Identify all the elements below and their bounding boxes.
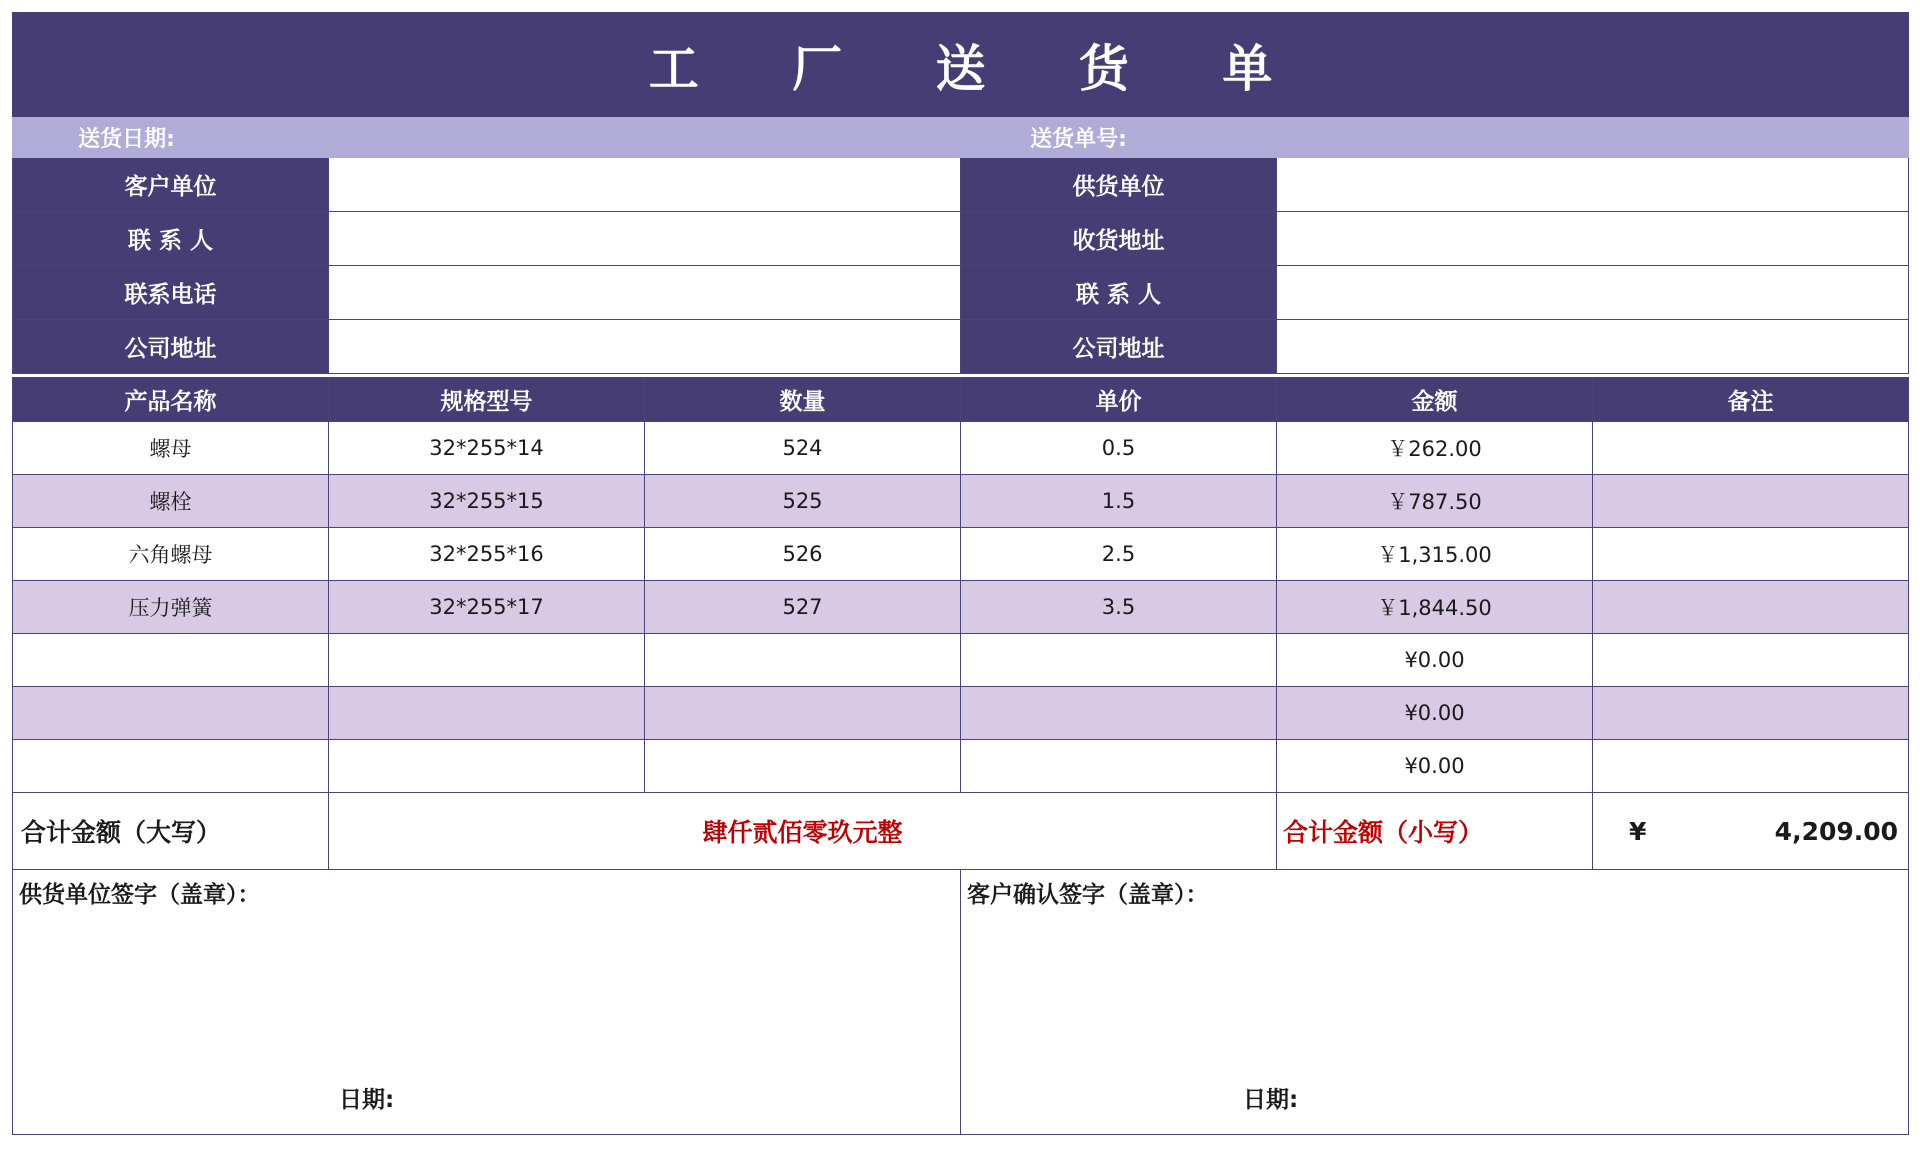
supplier-address-field[interactable] [1277,320,1909,374]
unit-price-cell[interactable] [961,634,1277,687]
amount-cell[interactable]: ￥262.00 [1277,422,1593,475]
delivery-date-cell[interactable] [13,117,961,158]
note-cell[interactable] [1593,581,1909,634]
page-title: 工 厂 送 货 单 [13,13,1909,117]
info-label: 供货单位 [961,158,1277,212]
quantity-cell[interactable] [645,634,961,687]
spec-cell[interactable]: 32*255*16 [329,528,645,581]
table-row [13,634,1909,687]
signature-row [13,870,1909,1135]
note-cell[interactable] [1593,634,1909,687]
info-label: 公司地址 [13,320,329,374]
table-row [13,475,1909,528]
quantity-cell[interactable]: 527 [645,581,961,634]
info-label: 客户单位 [13,158,329,212]
table-row [13,581,1909,634]
quantity-cell[interactable] [645,687,961,740]
total-lower-wrap [1593,817,1908,846]
note-cell[interactable] [1593,687,1909,740]
supplier-date-label: 日期: [339,1087,395,1113]
note-cell[interactable] [1593,422,1909,475]
amount-cell[interactable]: ¥0.00 [1277,740,1593,793]
company-address-field[interactable] [329,320,961,374]
amount-cell[interactable]: ￥787.50 [1277,475,1593,528]
delivery-note-table [12,12,1909,1135]
items-header-row [13,378,1909,422]
product-name-cell[interactable] [13,687,329,740]
supplier-contact-field[interactable] [1277,266,1909,320]
spec-cell[interactable]: 32*255*15 [329,475,645,528]
currency-symbol: ¥ [1629,816,1647,846]
unit-price-cell[interactable]: 3.5 [961,581,1277,634]
delivery-date-label: 送货日期: [78,126,175,152]
product-name-cell[interactable]: 螺栓 [13,475,329,528]
spec-cell[interactable]: 32*255*17 [329,581,645,634]
product-name-cell[interactable]: 螺母 [13,422,329,475]
column-header: 数量 [645,378,961,422]
info-row [13,266,1909,320]
customer-signature-label: 客户确认签字（盖章）： [967,882,1209,908]
total-upper-value[interactable]: 肆仟贰佰零玖元整 [329,793,1277,870]
quantity-cell[interactable] [645,740,961,793]
supplier-signature-label: 供货单位签字（盖章）： [19,882,261,908]
column-header: 单价 [961,378,1277,422]
product-name-cell[interactable]: 压力弹簧 [13,581,329,634]
total-lower-cell[interactable] [1593,793,1909,870]
total-lower-label: 合计金额（小写） [1277,793,1593,870]
product-name-cell[interactable]: 六角螺母 [13,528,329,581]
customer-unit-field[interactable] [329,158,961,212]
supplier-unit-field[interactable] [1277,158,1909,212]
info-label: 收货地址 [961,212,1277,266]
spec-cell[interactable]: 32*255*14 [329,422,645,475]
unit-price-cell[interactable] [961,740,1277,793]
column-header: 金额 [1277,378,1593,422]
total-row [13,793,1909,870]
info-label: 联 系 人 [961,266,1277,320]
delivery-no-label: 送货单号: [1030,126,1127,152]
quantity-cell[interactable]: 526 [645,528,961,581]
amount-cell[interactable]: ¥0.00 [1277,687,1593,740]
column-header: 产品名称 [13,378,329,422]
quantity-cell[interactable]: 524 [645,422,961,475]
delivery-note-sheet [12,12,1908,1135]
info-row [13,212,1909,266]
contact-person-field[interactable] [329,212,961,266]
table-row [13,528,1909,581]
table-row [13,422,1909,475]
product-name-cell[interactable] [13,634,329,687]
note-cell[interactable] [1593,475,1909,528]
delivery-no-cell[interactable] [961,117,1909,158]
date-row [13,117,1909,158]
amount-cell[interactable]: ¥0.00 [1277,634,1593,687]
total-upper-label: 合计金额（大写） [13,793,329,870]
info-label: 公司地址 [961,320,1277,374]
unit-price-cell[interactable] [961,687,1277,740]
note-cell[interactable] [1593,740,1909,793]
spec-cell[interactable] [329,740,645,793]
title-row [13,13,1909,117]
product-name-cell[interactable] [13,740,329,793]
info-label: 联 系 人 [13,212,329,266]
supplier-signature-area[interactable] [13,870,961,1135]
info-row [13,320,1909,374]
amount-cell[interactable]: ￥1,315.00 [1277,528,1593,581]
contact-phone-field[interactable] [329,266,961,320]
customer-date-label: 日期: [1243,1087,1299,1113]
unit-price-cell[interactable]: 2.5 [961,528,1277,581]
unit-price-cell[interactable]: 1.5 [961,475,1277,528]
spec-cell[interactable] [329,687,645,740]
spec-cell[interactable] [329,634,645,687]
delivery-address-field[interactable] [1277,212,1909,266]
column-header: 规格型号 [329,378,645,422]
quantity-cell[interactable]: 525 [645,475,961,528]
total-lower-value: 4,209.00 [1774,816,1899,846]
column-header: 备注 [1593,378,1909,422]
note-cell[interactable] [1593,528,1909,581]
unit-price-cell[interactable]: 0.5 [961,422,1277,475]
info-row [13,158,1909,212]
table-row [13,687,1909,740]
amount-cell[interactable]: ￥1,844.50 [1277,581,1593,634]
customer-signature-area[interactable] [961,870,1909,1135]
table-row [13,740,1909,793]
info-label: 联系电话 [13,266,329,320]
